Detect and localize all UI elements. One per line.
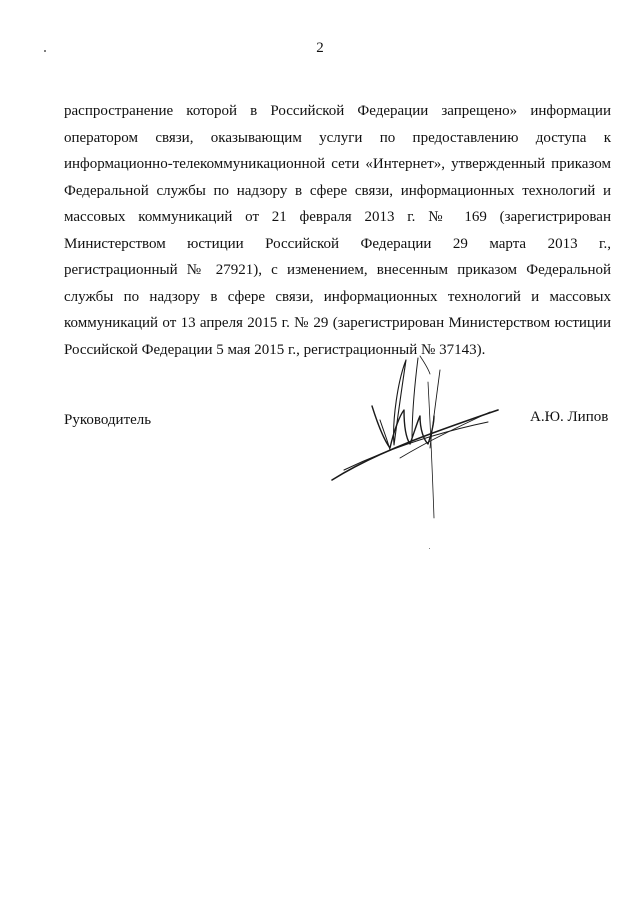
scan-speck [429,548,430,549]
body-line: массовых коммуникаций от 21 февраля 2013 г. № 169 (зарегистрирован [64,209,611,225]
body-line: Министерством юстиции Российской Федерации 29 марта 2013 г., [64,235,611,252]
body-line: оператором связи, оказывающим услуги по предоставлению доступа к [64,129,611,146]
body-line: Российской Федерации 5 мая 2015 г., регистрационный № 37143). [64,341,486,358]
handwritten-signature [320,340,500,530]
body-line: коммуникаций от 13 апреля 2015 г. № 29 (зарегистрирован Министерством юстиции [64,315,611,331]
body-line: службы по надзору в сфере связи, информационных технологий и массовых [64,288,611,305]
body-paragraph [64,98,611,363]
body-line: Федеральной службы по надзору в сфере связи, информационных технологий и [64,182,611,199]
page-number: 2 [316,40,324,56]
signatory-title: Руководитель [64,412,152,428]
body-line: информационно-телекоммуникационной сети «Интернет», утвержденный приказом [64,156,611,172]
signatory-name: А.Ю. Липов [530,409,609,425]
body-line: регистрационный № 27921), с изменением, внесенным приказом Федеральной [64,262,611,278]
body-line: распространение которой в Российской Федерации запрещено» информации [64,103,611,119]
